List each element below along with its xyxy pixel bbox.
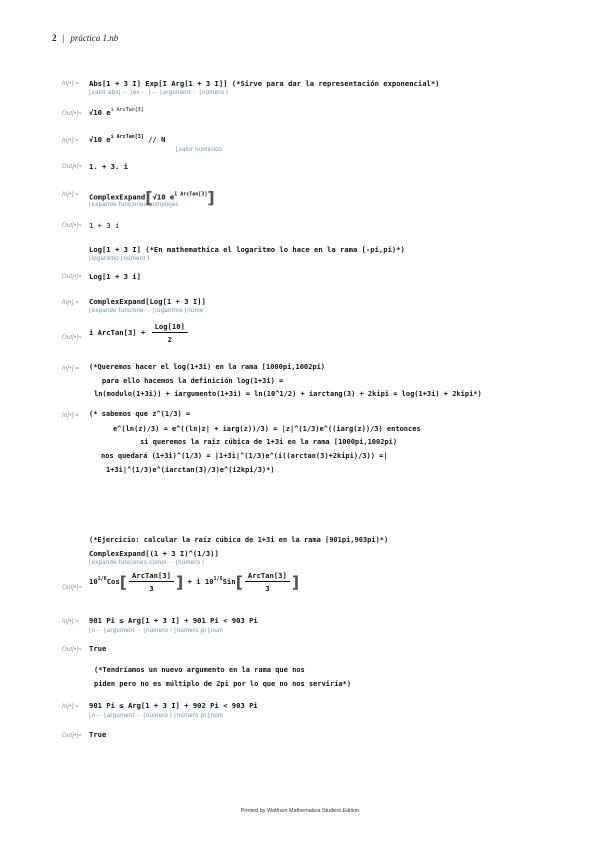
in-label: In[•]:=	[62, 81, 80, 87]
input-hint-2: ⌊valor numérico	[176, 147, 223, 153]
input-cell-2[interactable]	[89, 134, 165, 144]
fraction-denominator: 3	[265, 584, 270, 593]
input-hint-11: ⌊n··· ⌊argument··· ⌊número I ⌊número pi ⌊núm	[89, 713, 224, 719]
comment-line[interactable]: (*Queremos hacer el log(1+3i) en la rama [1000pi,1002pi)	[89, 363, 326, 371]
input-exponent: i ArcTan[3]	[110, 134, 144, 140]
input-hint-4: ⌊logaritmo ⌊número I	[89, 256, 150, 262]
out-label: Out[•]=	[62, 335, 83, 341]
out-label: Out[•]=	[62, 111, 83, 117]
fraction-denominator: 2	[167, 335, 172, 344]
input-base: √10 e	[89, 135, 111, 144]
output-cell-5[interactable]	[89, 322, 190, 344]
out-label: Out[•]=	[62, 164, 83, 170]
in-label: In[•]:=	[62, 704, 80, 710]
input-tail: // N	[143, 135, 166, 144]
comment-line[interactable]: (* sabemos que z^(1/3) =	[89, 410, 191, 418]
input-hint-5: ⌊expande funcione··· ⌊logaritmo ⌊núme	[89, 308, 204, 314]
input-hint-1: ⌊valor abs⌊··· ⌊ex··· ⌊··· ⌊argument··· ⌊número I	[89, 90, 229, 96]
comment-line[interactable]: (*Ejercicio: calcular la raíz cúbica de 1+3i en la rama [901pi,903pi)*)	[89, 536, 389, 544]
out-label: Out[•]=	[62, 274, 83, 280]
output-cell-3[interactable]: 1 + 3 i	[89, 221, 120, 230]
input-cell-8[interactable]: ComplexExpand[(1 + 3 I)^(1/3)]	[89, 549, 219, 558]
comment-line: nos quedará (1+3i)^(1/3) = |1+3i|^(1/3)e^(i((arctan(3)+2kipi)/3)) =|	[101, 452, 388, 460]
input-cell-3[interactable]: ComplexExpand[√10 $e^{i ArcTan[3]}$]	[89, 188, 215, 207]
output-cell-2[interactable]: 1. + 3. i	[89, 162, 128, 171]
input-cell-11[interactable]: 901 Pi ≤ Arg[1 + 3 I] + 902 Pi < 903 Pi	[89, 701, 258, 710]
comment-line: 1+3i|^(1/3)e^(iarctan(3)/3)e^(i2kpi/3)*)	[106, 466, 275, 474]
output-cell-4[interactable]: Log[1 + 3 i]	[89, 272, 141, 281]
output-cell-8[interactable]: $10^{1/6}Cos$[ $\frac{\text{ArcTan[3]}}{3}$ ] + i $10^{1/6}Sin$[ $\frac{\text{ArcTan[3]}}{3}$ ]	[89, 571, 300, 593]
out-label: Out[•]=	[62, 223, 83, 229]
fraction-numerator: ArcTan[3]	[245, 571, 290, 582]
output-exponent: i ArcTan[3]	[110, 107, 144, 113]
input-cell-9[interactable]: 901 Pi ≤ Arg[1 + 3 I] + 901 Pi < 903 Pi	[89, 616, 258, 625]
input-cell-5[interactable]: ComplexExpand[Log[1 + 3 I]]	[89, 297, 206, 306]
comment-line[interactable]: (*Tendríamos un nuevo argumento en la rama que nos	[94, 666, 305, 674]
comment-line: ln(modulo(1+3i)) + iargumento(1+3i) = ln(10^1/2) + iarctang(3) + 2kipi = log(1+3i) + 2kipi*)	[94, 390, 482, 398]
in-label: In[•]:=	[62, 413, 80, 419]
page-footer: Printed by Wolfram Mathematica Student Edition	[240, 808, 360, 814]
output-exponent: 1/6	[97, 576, 107, 582]
input-cell-4[interactable]: Log[1 + 3 I] (*En mathemathica el logaritmo lo hace en la rama [-pi,pi)*)	[89, 245, 405, 254]
output-cell-9[interactable]: True	[89, 644, 107, 653]
cos-function: Cos	[106, 577, 120, 586]
comment-line: si queremos la raiz cúbica de 1+3i en la rama [1000pi,1002pi)	[140, 438, 398, 446]
page-header	[52, 33, 118, 43]
comment-line: e^(ln(z)/3) = e^((ln|z| + iarg(z))/3) = |z|^(1/3)e^((iarg(z))/3) entonces	[113, 425, 421, 433]
output-cell-11[interactable]: True	[89, 730, 107, 739]
out-label: Out[•]=	[62, 585, 83, 591]
in-label: In[•]:=	[62, 619, 80, 625]
output-base: √10 e	[89, 108, 111, 117]
page-number: 2	[52, 33, 57, 43]
in-label: In[•]:=	[62, 366, 80, 372]
comment-line: para ello hacemos la definición log(1+3i) =	[102, 377, 284, 385]
input-base: √10 e	[152, 192, 175, 202]
output-fraction	[245, 571, 290, 593]
input-hint-8: ⌊expande funciones compl··· ⌊número I	[89, 560, 205, 566]
output-fraction	[129, 571, 174, 593]
output-base: 10	[89, 577, 98, 586]
in-label: In[•]:=	[62, 300, 80, 306]
sin-function: Sin	[222, 577, 236, 586]
output-cell-1[interactable]	[89, 107, 144, 117]
output-term: + i 10	[187, 577, 214, 586]
output-term: i ArcTan[3] +	[89, 328, 146, 337]
fraction-numerator: Log[10]	[152, 322, 188, 333]
fraction-denominator: 3	[149, 584, 154, 593]
fraction-numerator: ArcTan[3]	[129, 571, 174, 582]
input-exponent: i ArcTan[3]	[174, 191, 208, 198]
header-separator: |	[62, 33, 65, 43]
output-exponent: 1/6	[213, 576, 223, 582]
notebook-name: práctica 1.nb	[70, 33, 119, 43]
comment-line: piden pero no es múltiplo de 2pi por lo que no nos serviría*)	[94, 680, 352, 688]
out-label: Out[•]=	[62, 733, 83, 739]
input-cell-1[interactable]: Abs[1 + 3 I] Exp[I Arg[1 + 3 I]] (*Sirve para dar la representación exponencial*)	[89, 79, 440, 88]
input-hint-3: ⌊expande funciones complejas	[89, 202, 179, 208]
in-label: In[•]:=	[62, 192, 80, 198]
input-function: ComplexExpand	[89, 192, 146, 202]
out-label: Out[•]=	[62, 647, 83, 653]
input-hint-9: ⌊n··· ⌊argument··· ⌊número I ⌊número pi ⌊núm	[89, 628, 224, 634]
output-fraction	[152, 322, 188, 344]
in-label: In[•]:=	[62, 138, 80, 144]
